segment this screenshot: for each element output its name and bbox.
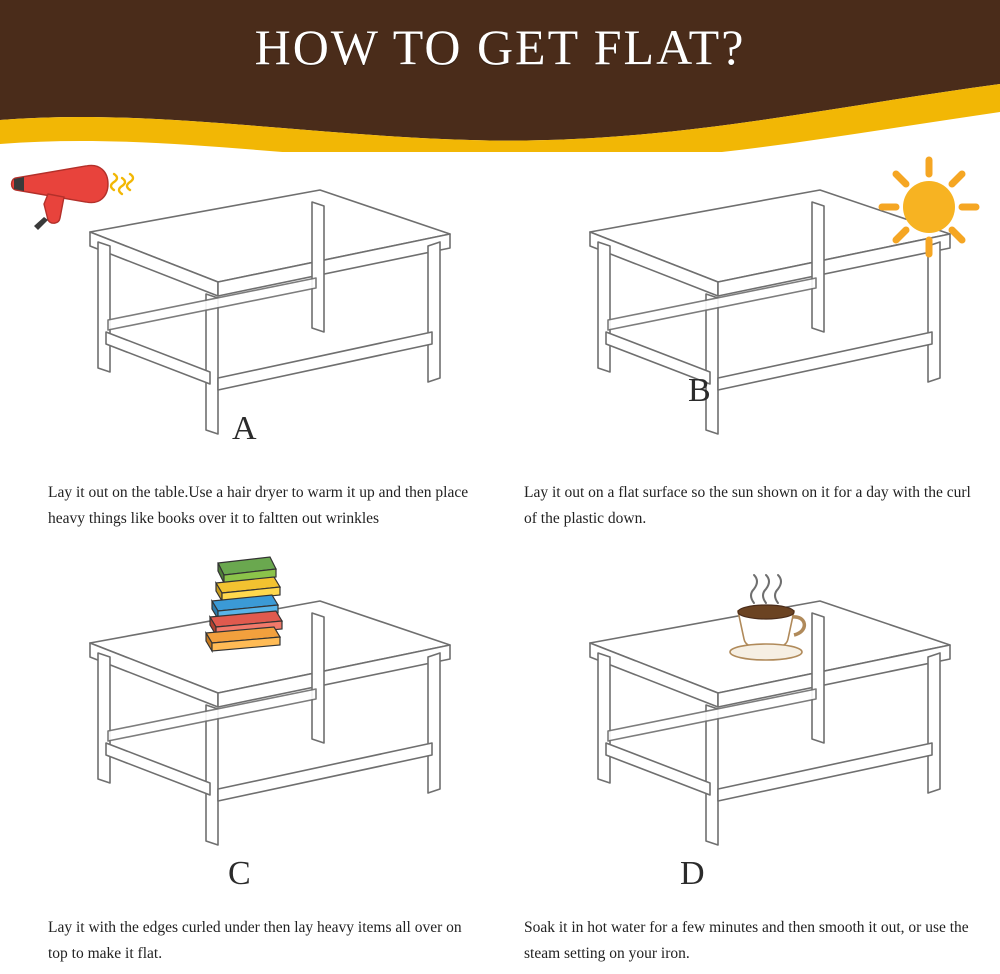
header-banner: [0, 0, 1000, 152]
panel-letter-d: D: [680, 855, 705, 892]
panel-letter-c: C: [228, 855, 251, 892]
panel-letter-a: A: [232, 410, 257, 447]
coffee-cup-icon: [712, 573, 822, 663]
panel-letter-b: B: [688, 372, 711, 409]
panel-b: [500, 152, 1000, 563]
page-title: HOW TO GET FLAT?: [254, 19, 746, 75]
panel-c: [0, 563, 500, 974]
panel-caption-d: Soak it in hot water for a few minutes and then smooth it out, or use the steam setting on your iron.: [524, 919, 969, 962]
panel-a: [0, 152, 500, 563]
panel-caption-a: Lay it out on the table.Use a hair dryer to warm it up and then place heavy things like books over it to faltten out wrinkles: [48, 484, 469, 527]
panel-caption-c: Lay it with the edges curled under then lay heavy items all over on top to make it flat.: [48, 919, 462, 962]
stack-of-books-icon: [196, 553, 316, 663]
hair-dryer-icon: [8, 160, 138, 240]
panel-grid: [0, 152, 1000, 974]
sun-icon: [874, 152, 984, 262]
panel-d: [500, 563, 1000, 974]
panel-caption-b: Lay it out on a flat surface so the sun shown on it for a day with the curl of the plastic down.: [524, 484, 971, 527]
